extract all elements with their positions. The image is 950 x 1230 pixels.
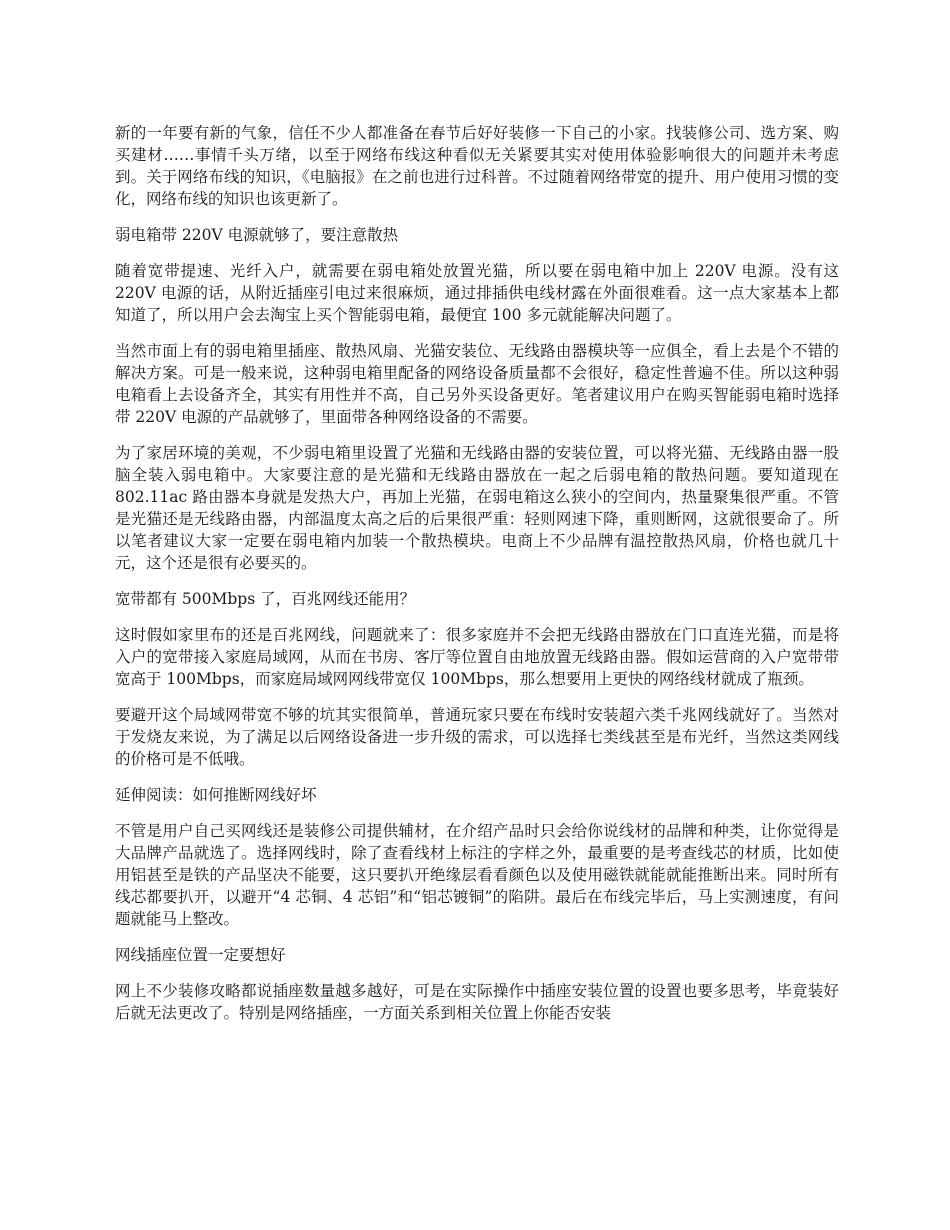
paragraph-cable-quality: 不管是用户自己买网线还是装修公司提供辅材，在介绍产品时只会给你说线材的品牌和种类，让你觉得是大品牌产品就选了。选择网线时，除了查看线材上标注的字样之外，最重要的是考查线芯的材质，比如使用铝甚至是铁的产品坚决不能要，这只要扒开绝缘层看看颜色以及使用磁铁就能就能推断出来。同时所有线芯都要扒开，以避开“4 芯铜、4 芯铝”和“铝芯镀铜”的陷阱。最后在布线完毕后，马上实测速度，有问题就能马上整改。 xyxy=(115,822,839,928)
section-heading-bandwidth: 宽带都有 500Mbps 了，百兆网线还能用？ xyxy=(115,590,416,608)
paragraph-cat6: 要避开这个局域网带宽不够的坑其实很简单，普通玩家只要在布线时安装超六类千兆网线就好了。当然对于发烧友来说，为了满足以后网络设备进一步升级的需求，可以选择七类线甚至是布光纤，当然这类网线的价格可是不低哦。 xyxy=(115,706,839,768)
paragraph-intro: 新的一年要有新的气象，信任不少人都准备在春节后好好装修一下自己的小家。找装修公司、选方案、购买建材……事情千头万绪，以至于网络布线这种看似无关紧要其实对使用体验影响很大的问题并未考虑到。关于网络布线的知识，《电脑报》在之前也进行过科普。不过随着网络带宽的提升、用户使用习惯的变化，网络布线的知识也该更新了。 xyxy=(115,124,839,208)
paragraph-heat: 为了家居环境的美观，不少弱电箱里设置了光猫和无线路由器的安装位置，可以将光猫、无线路由器一股脑全装入弱电箱中。大家要注意的是光猫和无线路由器放在一起之后弱电箱的散热问题。要知道现在 802.11ac 路由器本身就是发热大户，再加上光猫，在弱电箱这么狭小的空间内，热量聚集很严重。不管是光猫还是无线路由器，内部温度太高之后的后果很严重：轻则网速下降，重则断网，这就很要命了。所以笔者建议大家一定要在弱电箱内加装一个散热模块。电商上不少品牌有温控散热风扇，价格也就几十元，这个还是很有必要买的。 xyxy=(115,444,839,572)
paragraph-power-supply: 随着宽带提速、光纤入户，就需要在弱电箱处放置光猫，所以要在弱电箱中加上 220V 电源。没有这 220V 电源的话，从附近插座引电过来很麻烦，通过排插供电线材露在外面很难看。这一点大家基本上都知道了，所以用户会去淘宝上买个智能弱电箱，最便宜 100 多元就能解决问题了。 xyxy=(115,262,839,324)
section-heading-socket-position: 网线插座位置一定要想好 xyxy=(115,946,286,964)
paragraph-socket: 网上不少装修攻略都说插座数量越多越好，可是在实际操作中插座安装位置的设置也要多思考，毕竟装好后就无法更改了。特别是网络插座，一方面关系到相关位置上你能否安装 xyxy=(115,982,839,1022)
section-heading-power: 弱电箱带 220V 电源就够了，要注意散热 xyxy=(115,226,399,244)
document-body xyxy=(115,122,839,1038)
paragraph-smart-box: 当然市面上有的弱电箱里插座、散热风扇、光猫安装位、无线路由器模块等一应俱全，看上去是个不错的解决方案。可是一般来说，这种弱电箱里配备的网络设备质量都不会很好，稳定性普遍不佳。所以这种弱电箱看上去设备齐全，其实有用性并不高，自己另外买设备更好。笔者建议用户在购买智能弱电箱时选择带 220V 电源的产品就够了，里面带各种网络设备的不需要。 xyxy=(115,342,839,426)
section-heading-extended-reading: 延伸阅读：如何推断网线好坏 xyxy=(115,786,317,804)
paragraph-bottleneck: 这时假如家里布的还是百兆网线，问题就来了：很多家庭并不会把无线路由器放在门口直连光猫，而是将入户的宽带接入家庭局域网，从而在书房、客厅等位置自由地放置无线路由器。假如运营商的入户宽带带宽高于 100Mbps，而家庭局域网网线带宽仅 100Mbps，那么想要用上更快的网络线材就成了瓶颈。 xyxy=(115,626,839,688)
